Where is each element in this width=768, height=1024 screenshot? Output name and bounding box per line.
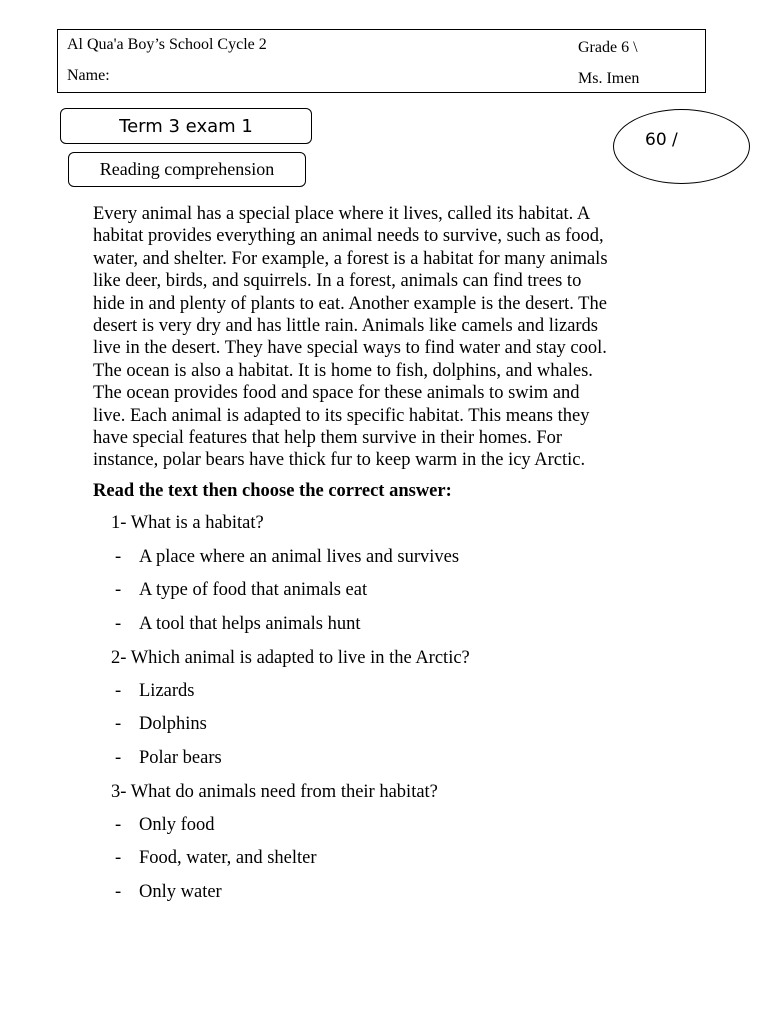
instruction: Read the text then choose the correct answer:	[93, 481, 452, 501]
question-3: 3- What do animals need from their habitat?	[111, 782, 438, 802]
option-text: A place where an animal lives and survives	[139, 547, 460, 567]
passage-line: live in the desert. They have special ways to find water and stay cool.	[93, 338, 607, 359]
option-marker: -	[115, 547, 122, 567]
score-oval	[613, 109, 750, 184]
passage-line: instance, polar bears have thick fur to keep warm in the icy Arctic.	[93, 450, 586, 471]
passage-line: have special features that help them survive in their homes. For	[93, 428, 563, 449]
option-marker: -	[115, 815, 122, 835]
option-text: A type of food that animals eat	[139, 580, 368, 600]
passage-line: water, and shelter. For example, a forest is a habitat for many animals	[93, 248, 608, 269]
option-text: Only food	[139, 815, 215, 835]
subject-box	[68, 152, 306, 187]
passage-line: habitat provides everything an animal needs to survive, such as food,	[93, 226, 604, 247]
option-marker: -	[115, 848, 122, 868]
option-marker: -	[115, 714, 122, 734]
option-1b	[115, 580, 367, 601]
passage-line: The ocean provides food and space for these animals to swim and	[93, 383, 580, 404]
option-text: Food, water, and shelter	[139, 848, 317, 868]
passage-line: live. Each animal is adapted to its specific habitat. This means they	[93, 405, 590, 426]
option-text: Polar bears	[139, 748, 222, 768]
exam-title: Term 3 exam 1	[119, 115, 253, 137]
passage-line: The ocean is also a habitat. It is home to fish, dolphins, and whales.	[93, 360, 593, 381]
school-name: Al Qua'a Boy’s School Cycle 2	[67, 36, 267, 53]
teacher-name: Ms. Imen	[578, 70, 640, 87]
option-marker: -	[115, 580, 122, 600]
option-3c	[115, 882, 222, 903]
header-box	[57, 29, 706, 93]
option-marker: -	[115, 882, 122, 902]
grade-label: Grade 6 \	[578, 39, 638, 56]
option-text: A tool that helps animals hunt	[139, 614, 361, 634]
question-2: 2- Which animal is adapted to live in the Arctic?	[111, 648, 470, 668]
option-marker: -	[115, 748, 122, 768]
score-total: 60 /	[645, 130, 678, 150]
option-marker: -	[115, 681, 122, 701]
passage-line: Every animal has a special place where it lives, called its habitat. A	[93, 204, 591, 224]
option-2a	[115, 681, 194, 702]
passage-line: desert is very dry and has little rain. Animals like camels and lizards	[93, 316, 599, 337]
passage-line: hide in and plenty of plants to eat. Another example is the desert. The	[93, 293, 607, 314]
option-text: Dolphins	[139, 714, 207, 734]
passage-line: like deer, birds, and squirrels. In a forest, animals can find trees to	[93, 271, 582, 292]
option-text: Lizards	[139, 681, 195, 701]
option-text: Only water	[139, 882, 222, 902]
option-1c	[115, 614, 360, 635]
option-3a	[115, 815, 215, 836]
question-1: 1- What is a habitat?	[111, 513, 264, 533]
student-name-label: Name:	[67, 67, 110, 84]
option-marker: -	[115, 614, 122, 634]
exam-title-box	[60, 108, 312, 144]
option-3b	[115, 848, 317, 869]
subject-title: Reading comprehension	[99, 159, 275, 179]
reading-passage	[93, 203, 678, 472]
option-2b	[115, 714, 207, 735]
option-2c	[115, 748, 222, 769]
option-1a	[115, 547, 459, 568]
